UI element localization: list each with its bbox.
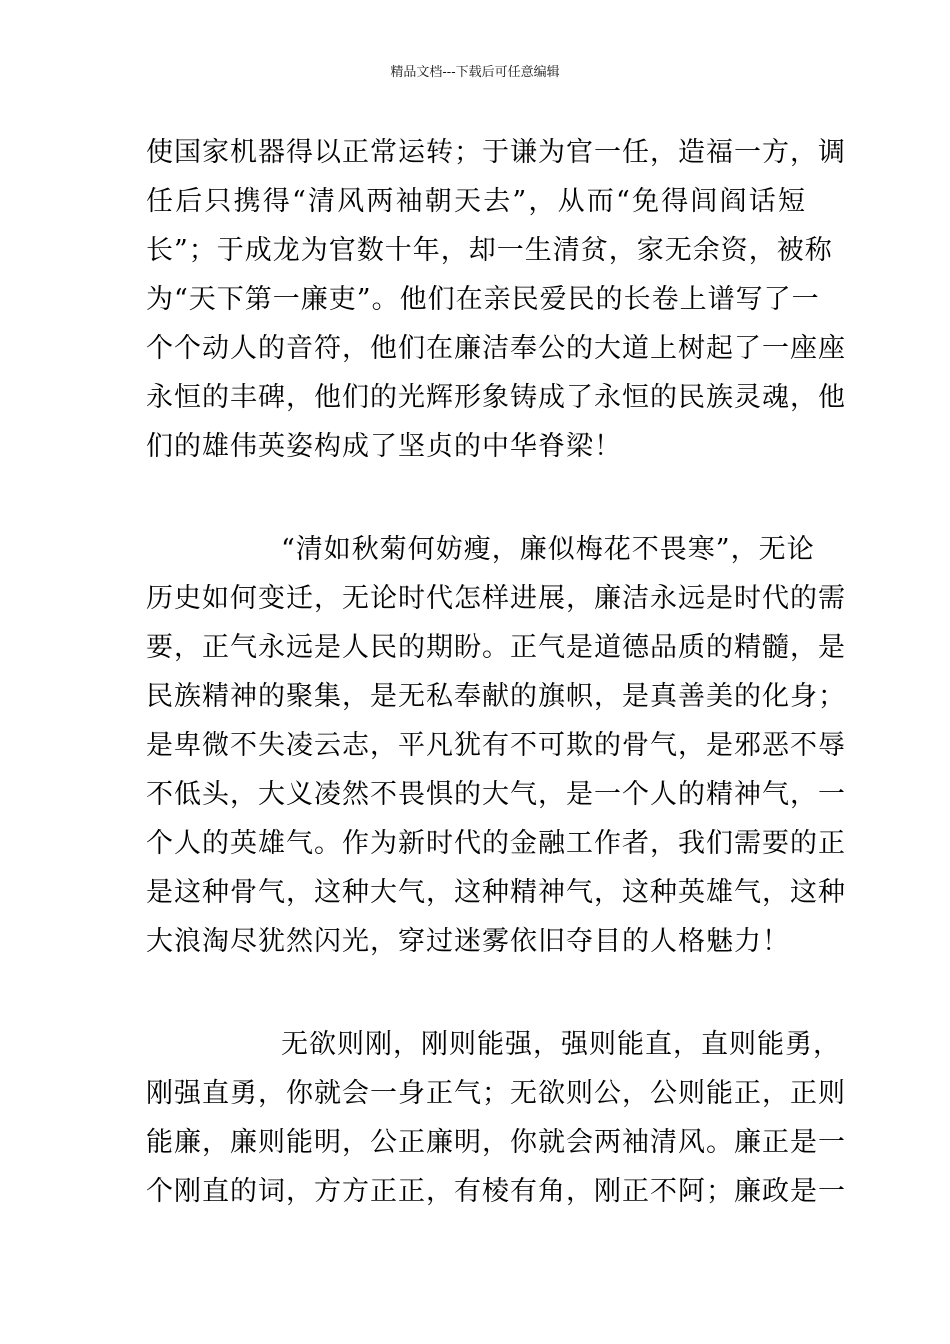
paragraph-1 [146,128,846,471]
text-line: 长”；于成龙为官数十年，却一生清贫，家无余资，被称 [146,235,833,266]
text-line: 是这种骨气，这种大气，这种精神气，这种英雄气，这种 [146,877,846,908]
text-line: 刚强直勇，你就会一身正气；无欲则公，公则能正，正则 [146,1078,846,1109]
text-line: 大浪淘尽犹然闪光，穿过迷雾依旧夺目的人格魅力！ [146,926,790,957]
text-line: 要，正气永远是人民的期盼。正气是道德品质的精髓，是 [146,632,846,663]
text-line: 不低头，大义凌然不畏惧的大气，是一个人的精神气，一 [146,779,846,810]
text-line: “清如秋菊何妨瘦，廉似梅花不畏寒”，无论 [281,534,815,565]
text-line: 们的雄伟英姿构成了坚贞的中华脊梁！ [146,431,622,462]
text-line: 个个动人的音符，他们在廉洁奉公的大道上树起了一座座 [146,333,846,364]
text-line: 为“天下第一廉吏”。他们在亲民爱民的长卷上谱写了一 [146,284,820,315]
text-line: 个人的英雄气。作为新时代的金融工作者，我们需要的正 [146,828,846,859]
text-line: 无欲则刚，刚则能强，强则能直，直则能勇， [281,1029,841,1060]
text-line: 能廉，廉则能明，公正廉明，你就会两袖清风。廉正是一 [146,1127,846,1158]
page-header: 精品文档---下载后可任意编辑 [390,65,560,80]
paragraph-2 [146,525,846,966]
text-line: 使国家机器得以正常运转；于谦为官一任，造福一方，调 [146,137,846,168]
text-line: 个刚直的词，方方正正，有棱有角，刚正不阿；廉政是一 [146,1176,846,1207]
paragraph-3 [146,1020,846,1216]
text-line: 是卑微不失凌云志，平凡犹有不可欺的骨气，是邪恶不辱 [146,730,846,761]
text-line: 历史如何变迁，无论时代怎样进展，廉洁永远是时代的需 [146,583,846,614]
text-line: 任后只携得“清风两袖朝天去”，从而“免得闾阎话短 [146,186,806,217]
text-line: 民族精神的聚集，是无私奉献的旗帜，是真善美的化身； [146,681,846,712]
text-line: 永恒的丰碑，他们的光辉形象铸成了永恒的民族灵魂，他 [146,382,846,413]
